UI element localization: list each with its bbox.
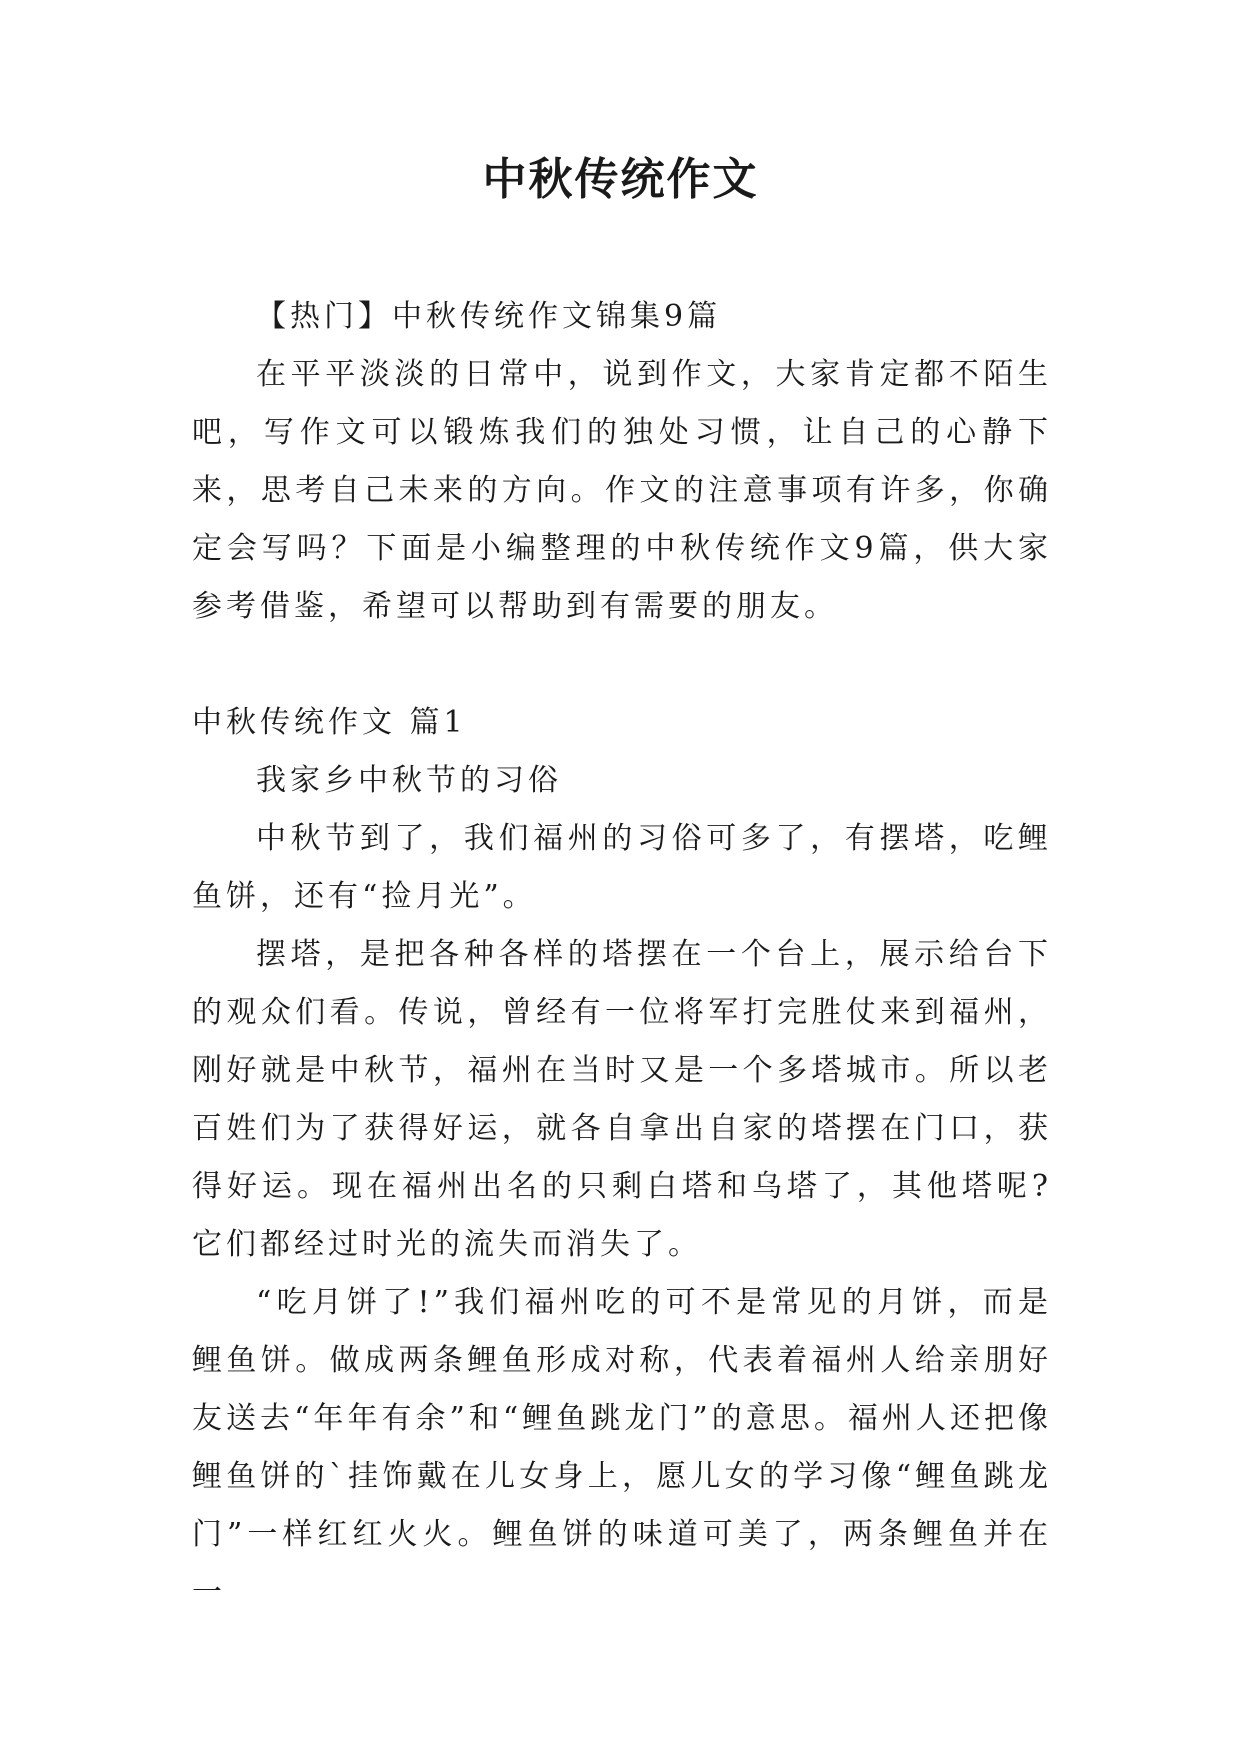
intro-heading: 【热门】中秋传统作文锦集9篇	[256, 299, 722, 334]
essay-subtitle: 我家乡中秋节的习俗	[256, 763, 562, 798]
section-heading: 中秋传统作文 篇1	[192, 705, 467, 740]
body-paragraph: “吃月饼了!”我们福州吃的可不是常见的月饼，而是鲤鱼饼。做成两条鲤鱼形成对称，代表着福州人给亲朋好友送去“年年有余”和“鲤鱼跳龙门”的意思。福州人还把像鲤鱼饼的`挂饰戴在儿女身上，愿儿女的学习像“鲤鱼跳龙门”一样红红火火。鲤鱼饼的味道可美了，两条鲤鱼并在一	[192, 1285, 1052, 1610]
document-body	[192, 288, 1052, 1622]
body-paragraph: 中秋节到了，我们福州的习俗可多了，有摆塔，吃鲤鱼饼，还有“捡月光”。	[192, 821, 1052, 914]
body-paragraph: 摆塔，是把各种各样的塔摆在一个台上，展示给台下的观众们看。传说，曾经有一位将军打完胜仗来到福州，刚好就是中秋节，福州在当时又是一个多塔城市。所以老百姓们为了获得好运，就各自拿出自家的塔摆在门口，获得好运。现在福州出名的只剩白塔和乌塔了，其他塔呢?它们都经过时光的流失而消失了。	[192, 937, 1052, 1262]
document-title: 中秋传统作文	[482, 154, 759, 205]
intro-paragraph: 在平平淡淡的日常中，说到作文，大家肯定都不陌生吧，写作文可以锻炼我们的独处习惯，让自己的心静下来，思考自己未来的方向。作文的注意事项有许多，你确定会写吗？下面是小编整理的中秋传统作文9篇，供大家参考借鉴，希望可以帮助到有需要的朋友。	[192, 357, 1052, 624]
